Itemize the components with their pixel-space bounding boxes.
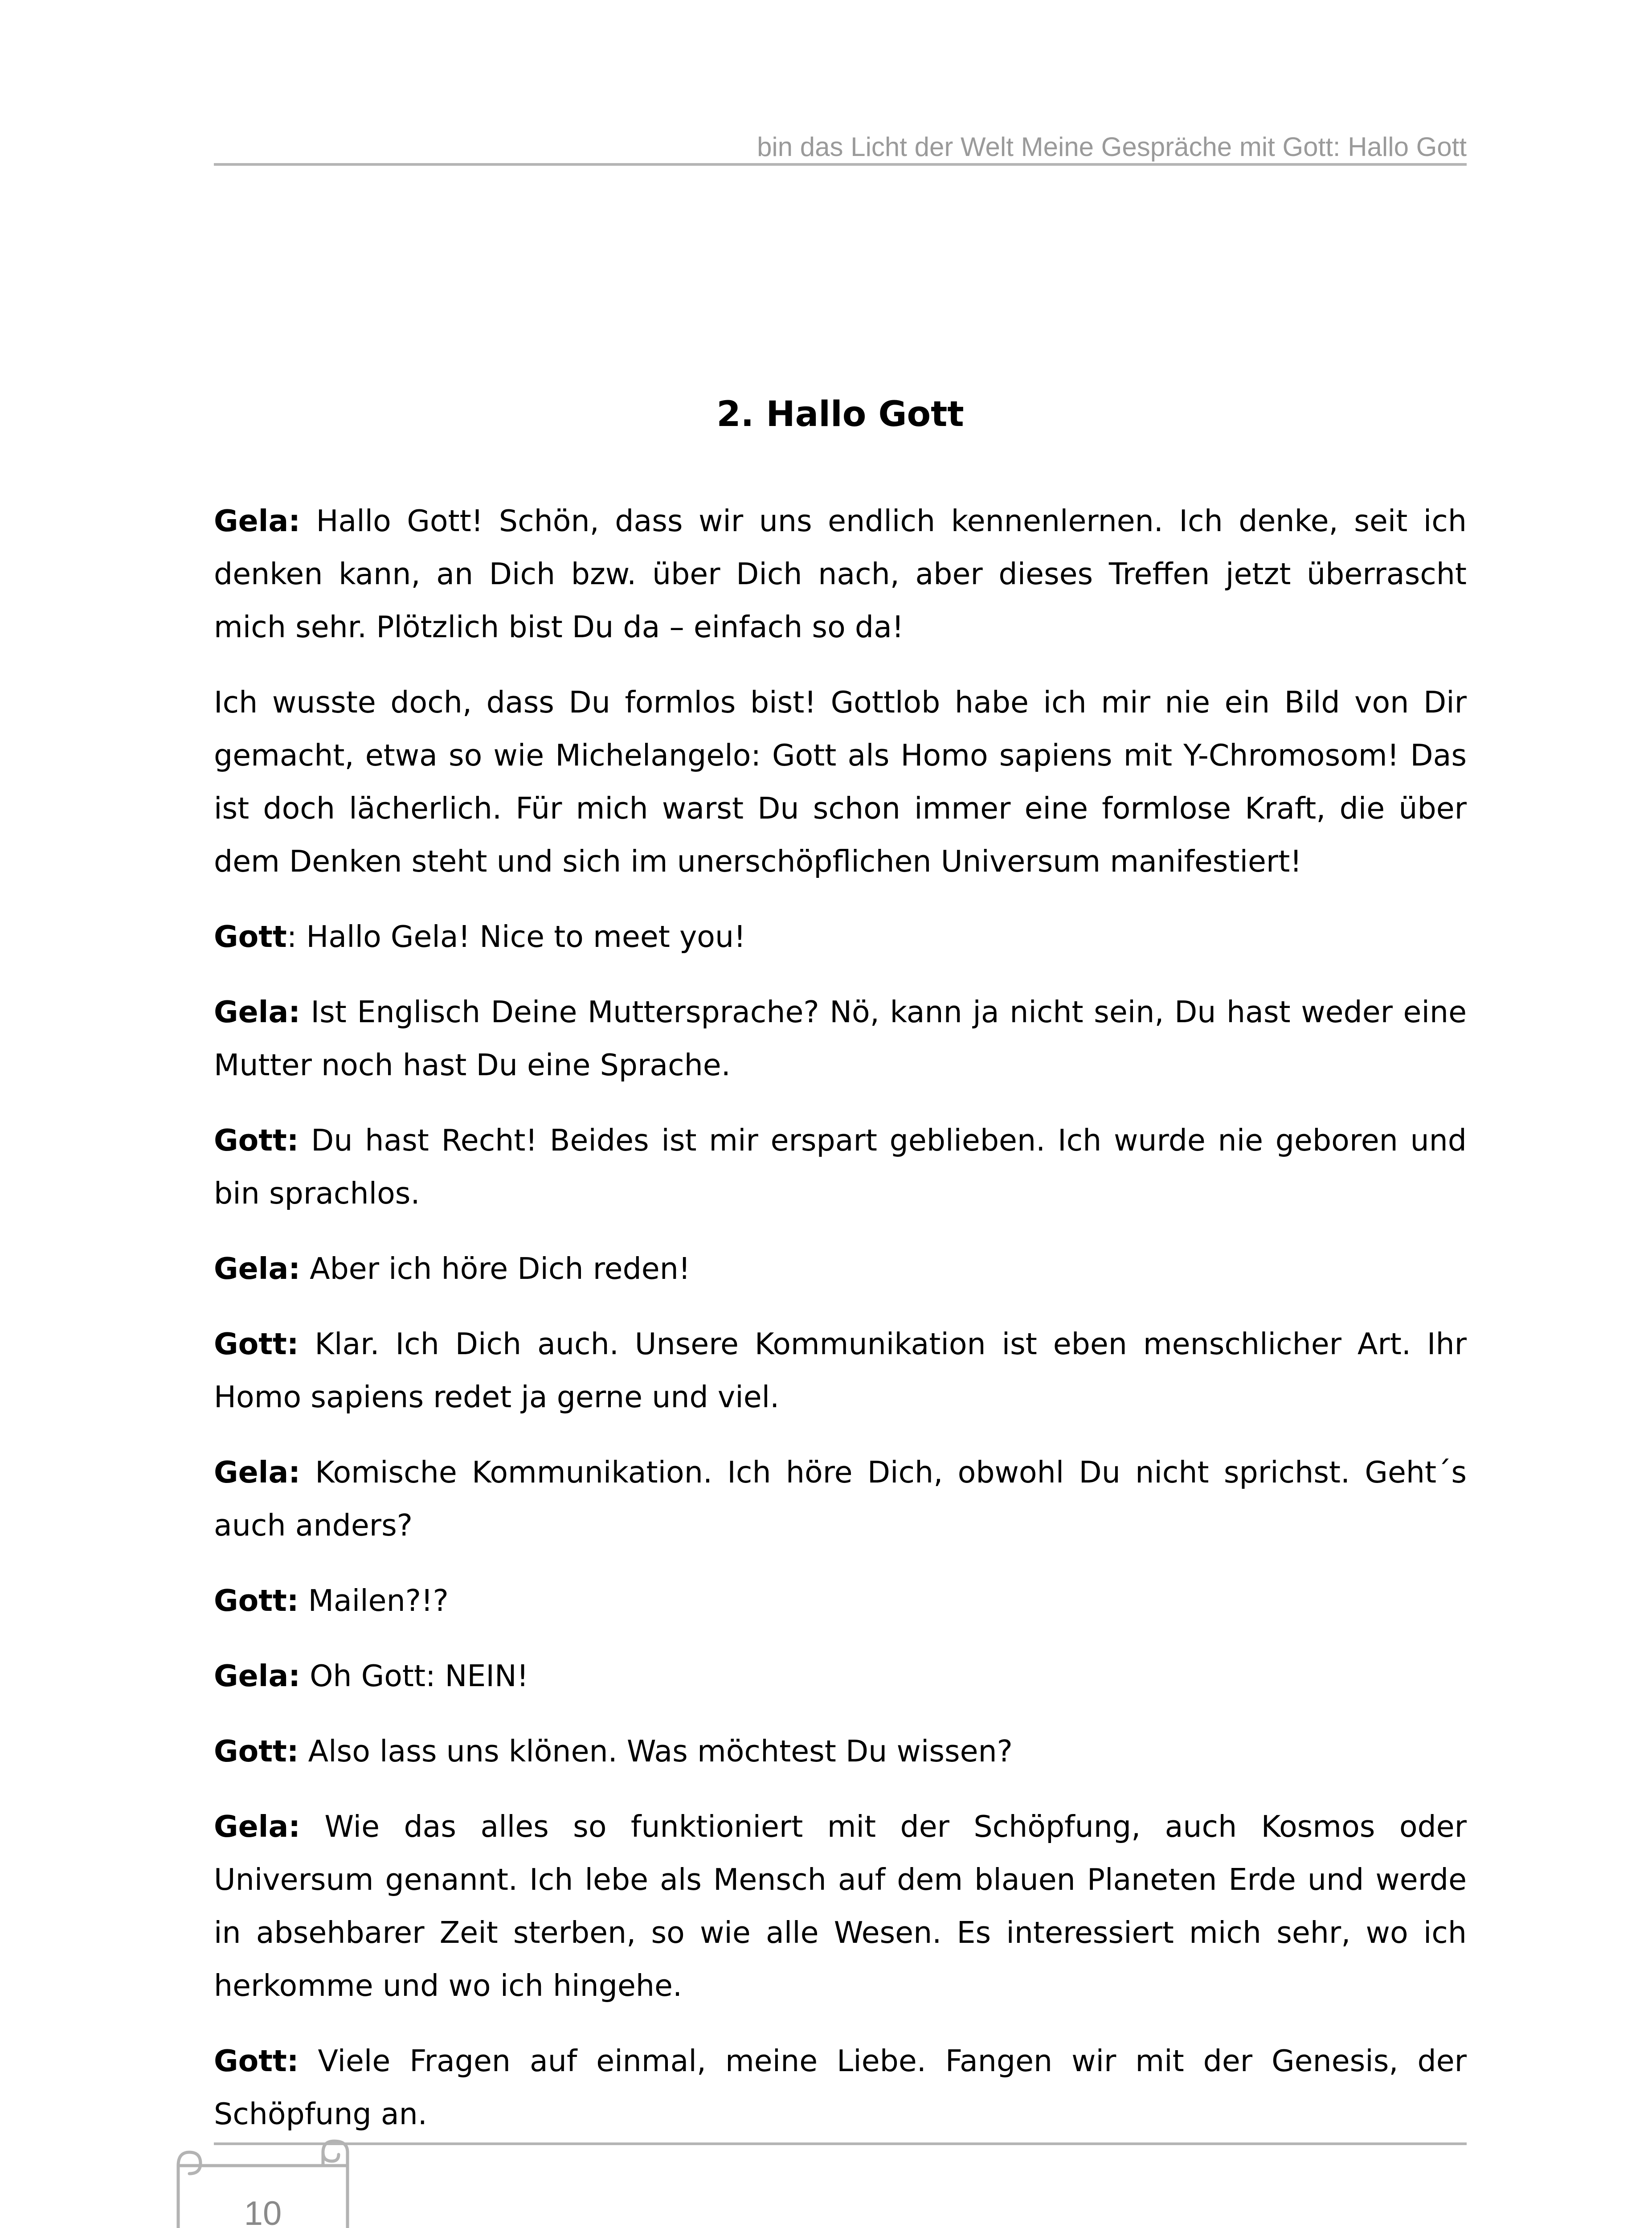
paragraph-text: Wie das alles so funktioniert mit der Schöpfung, auch Kosmos oder Universum genannt. Ich lebe als Mensch auf dem blauen Planeten Erde und werde in absehbarer Zeit sterben, so wie alle Wesen. Es interessiert mich sehr, wo ich herkomme und wo ich hingehe. <box>214 1809 1467 2003</box>
speaker-label: Gela: <box>214 1659 300 1693</box>
chapter-title: 2. Hallo Gott <box>716 394 964 434</box>
paragraph <box>214 1725 1467 1778</box>
paragraph <box>214 676 1467 888</box>
speaker-label: Gela: <box>214 1809 300 1844</box>
speaker-label: Gott: <box>214 1123 299 1158</box>
paragraph <box>214 495 1467 654</box>
paragraph <box>214 1242 1467 1295</box>
paragraph-text: : Hallo Gela! Nice to meet you! <box>286 919 746 954</box>
paragraph <box>214 986 1467 1092</box>
paragraph-text: Du hast Recht! Beides ist mir erspart geblieben. Ich wurde nie geboren und bin sprachlos. <box>214 1123 1467 1211</box>
body-text <box>214 495 1467 2163</box>
paragraph-text: Mailen?!? <box>299 1583 449 1618</box>
paragraph-text: Komische Kommunikation. Ich höre Dich, obwohl Du nicht sprichst. Geht´s auch anders? <box>214 1455 1467 1543</box>
header-divider <box>214 163 1467 166</box>
speaker-label: Gela: <box>214 995 300 1029</box>
speaker-label: Gott: <box>214 1583 299 1618</box>
running-header: bin das Licht der Welt Meine Gespräche mit Gott: Hallo Gott <box>757 132 1467 162</box>
paragraph <box>214 1574 1467 1627</box>
paragraph-text: Ist Englisch Deine Muttersprache? Nö, kann ja nicht sein, Du hast weder eine Mutter noch hast Du eine Sprache. <box>214 995 1467 1082</box>
paragraph <box>214 910 1467 963</box>
paragraph-text: Oh Gott: NEIN! <box>300 1659 529 1693</box>
paragraph-text: Klar. Ich Dich auch. Unsere Kommunikation ist eben menschlicher Art. Ihr Homo sapiens redet ja gerne und viel. <box>214 1327 1467 1414</box>
paragraph <box>214 1800 1467 2012</box>
speaker-label: Gela: <box>214 504 300 538</box>
speaker-label: Gott: <box>214 2044 299 2078</box>
speaker-label: Gela: <box>214 1251 300 1286</box>
paragraph-text: Hallo Gott! Schön, dass wir uns endlich kennenlernen. Ich denke, seit ich denken kann, an Dich bzw. über Dich nach, aber dieses Treffen jetzt überrascht mich sehr. Plötzlich bist Du da – einfach so da! <box>214 504 1467 644</box>
paragraph <box>214 1446 1467 1552</box>
paragraph-text: Also lass uns klönen. Was möchtest Du wissen? <box>299 1734 1013 1769</box>
paragraph-text: Aber ich höre Dich reden! <box>300 1251 691 1286</box>
paragraph-text: Ich wusste doch, dass Du formlos bist! Gottlob habe ich mir nie ein Bild von Dir gemacht, etwa so wie Michelangelo: Gott als Homo sapiens mit Y-Chromosom! Das ist doch lächerlich. Für mich warst Du schon immer eine formlose Kraft, die über dem Denken steht und sich im unerschöpflichen Universum manifestiert! <box>214 685 1467 879</box>
paragraph <box>214 1318 1467 1424</box>
paragraph <box>214 1114 1467 1220</box>
speaker-label: Gott: <box>214 1734 299 1769</box>
paragraph <box>214 2035 1467 2141</box>
speaker-label: Gela: <box>214 1455 300 1490</box>
speaker-label: Gott: <box>214 1327 299 1361</box>
speaker-label: Gott <box>214 919 287 954</box>
paragraph-text: Viele Fragen auf einmal, meine Liebe. Fangen wir mit der Genesis, der Schöpfung an. <box>214 2044 1467 2131</box>
page-number: 10 <box>244 2195 282 2228</box>
paragraph <box>214 1650 1467 1703</box>
footer-divider <box>214 2142 1467 2145</box>
